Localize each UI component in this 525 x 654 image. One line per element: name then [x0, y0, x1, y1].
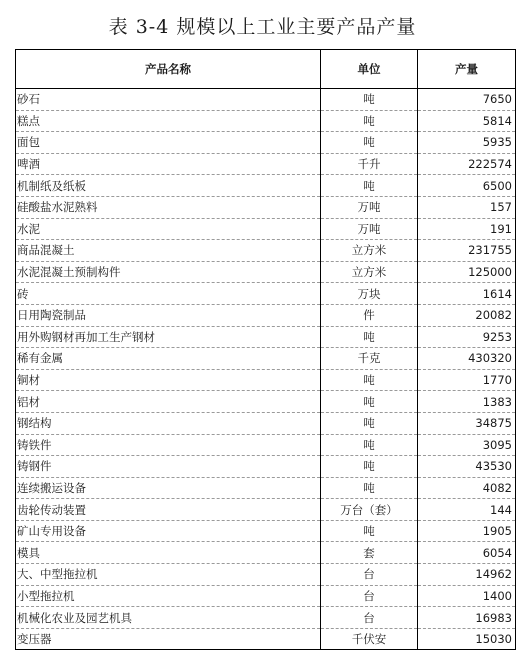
unit-cell: 台 [321, 564, 418, 586]
product-name-cell: 面包 [16, 132, 321, 154]
output-cell: 157 [418, 196, 516, 218]
table-row [16, 261, 516, 283]
product-name-cell: 小型拖拉机 [16, 585, 321, 607]
output-cell: 5814 [418, 110, 516, 132]
product-name-cell: 铸钢件 [16, 456, 321, 478]
table-row [16, 175, 516, 197]
product-output-table [15, 49, 516, 650]
table-row [16, 434, 516, 456]
product-name-cell: 用外购钢材再加工生产钢材 [16, 326, 321, 348]
product-name-cell: 机制纸及纸板 [16, 175, 321, 197]
output-cell: 191 [418, 218, 516, 240]
unit-cell: 吨 [321, 89, 418, 111]
unit-cell: 千升 [321, 153, 418, 175]
unit-cell: 吨 [321, 477, 418, 499]
output-cell: 222574 [418, 153, 516, 175]
product-name-cell: 大、中型拖拉机 [16, 564, 321, 586]
unit-cell: 台 [321, 607, 418, 629]
product-name-cell: 稀有金属 [16, 348, 321, 370]
table-row [16, 628, 516, 650]
unit-cell: 吨 [321, 110, 418, 132]
unit-cell: 吨 [321, 175, 418, 197]
product-name-cell: 水泥混凝土预制构件 [16, 261, 321, 283]
page-title: 表 3-4 规模以上工业主要产品产量 [108, 16, 417, 38]
product-name-cell: 变压器 [16, 628, 321, 650]
unit-cell: 万台（套） [321, 499, 418, 521]
output-cell: 430320 [418, 348, 516, 370]
table-row [16, 304, 516, 326]
column-header-unit: 单位 [321, 50, 418, 89]
product-name-cell: 水泥 [16, 218, 321, 240]
table-row [16, 153, 516, 175]
unit-cell: 千伏安 [321, 628, 418, 650]
product-name-cell: 砂石 [16, 89, 321, 111]
unit-cell: 吨 [321, 520, 418, 542]
unit-cell: 吨 [321, 326, 418, 348]
output-cell: 6054 [418, 542, 516, 564]
output-cell: 43530 [418, 456, 516, 478]
product-name-cell: 铜材 [16, 369, 321, 391]
product-name-cell: 机械化农业及园艺机具 [16, 607, 321, 629]
unit-cell: 吨 [321, 132, 418, 154]
product-name-cell: 矿山专用设备 [16, 520, 321, 542]
product-name-cell: 砖 [16, 283, 321, 305]
product-name-cell: 钢结构 [16, 412, 321, 434]
table-row [16, 477, 516, 499]
table-row [16, 132, 516, 154]
unit-cell: 万吨 [321, 218, 418, 240]
table-row [16, 283, 516, 305]
table-row [16, 456, 516, 478]
unit-cell: 吨 [321, 456, 418, 478]
output-cell: 16983 [418, 607, 516, 629]
unit-cell: 吨 [321, 434, 418, 456]
output-cell: 7650 [418, 89, 516, 111]
product-name-cell: 商品混凝土 [16, 240, 321, 262]
unit-cell: 件 [321, 304, 418, 326]
output-cell: 5935 [418, 132, 516, 154]
table-row [16, 196, 516, 218]
table-body [16, 89, 516, 650]
product-name-cell: 日用陶瓷制品 [16, 304, 321, 326]
table-row [16, 326, 516, 348]
unit-cell: 吨 [321, 412, 418, 434]
table-row [16, 542, 516, 564]
output-cell: 125000 [418, 261, 516, 283]
unit-cell: 台 [321, 585, 418, 607]
output-cell: 144 [418, 499, 516, 521]
output-cell: 1400 [418, 585, 516, 607]
product-name-cell: 铝材 [16, 391, 321, 413]
table-row [16, 89, 516, 111]
table-row [16, 412, 516, 434]
column-header-output: 产量 [418, 50, 516, 89]
table-row [16, 499, 516, 521]
product-name-cell: 模具 [16, 542, 321, 564]
output-cell: 15030 [418, 628, 516, 650]
output-cell: 1383 [418, 391, 516, 413]
output-cell: 3095 [418, 434, 516, 456]
output-cell: 4082 [418, 477, 516, 499]
product-name-cell: 啤酒 [16, 153, 321, 175]
table-row [16, 520, 516, 542]
output-cell: 9253 [418, 326, 516, 348]
output-cell: 6500 [418, 175, 516, 197]
output-cell: 14962 [418, 564, 516, 586]
unit-cell: 套 [321, 542, 418, 564]
product-name-cell: 铸铁件 [16, 434, 321, 456]
table-header-row [16, 50, 516, 89]
unit-cell: 万块 [321, 283, 418, 305]
output-cell: 1614 [418, 283, 516, 305]
output-cell: 1905 [418, 520, 516, 542]
unit-cell: 吨 [321, 391, 418, 413]
product-name-cell: 连续搬运设备 [16, 477, 321, 499]
output-cell: 34875 [418, 412, 516, 434]
product-name-cell: 糕点 [16, 110, 321, 132]
table-row [16, 348, 516, 370]
unit-cell: 万吨 [321, 196, 418, 218]
unit-cell: 立方米 [321, 261, 418, 283]
column-header-product-name: 产品名称 [16, 50, 321, 89]
table-row [16, 369, 516, 391]
table-row [16, 391, 516, 413]
table-row [16, 564, 516, 586]
output-cell: 1770 [418, 369, 516, 391]
product-name-cell: 齿轮传动装置 [16, 499, 321, 521]
output-cell: 231755 [418, 240, 516, 262]
unit-cell: 千克 [321, 348, 418, 370]
table-row [16, 607, 516, 629]
table-row [16, 218, 516, 240]
output-cell: 20082 [418, 304, 516, 326]
table-row [16, 585, 516, 607]
table-row [16, 240, 516, 262]
unit-cell: 立方米 [321, 240, 418, 262]
unit-cell: 吨 [321, 369, 418, 391]
product-name-cell: 硅酸盐水泥熟料 [16, 196, 321, 218]
table-row [16, 110, 516, 132]
